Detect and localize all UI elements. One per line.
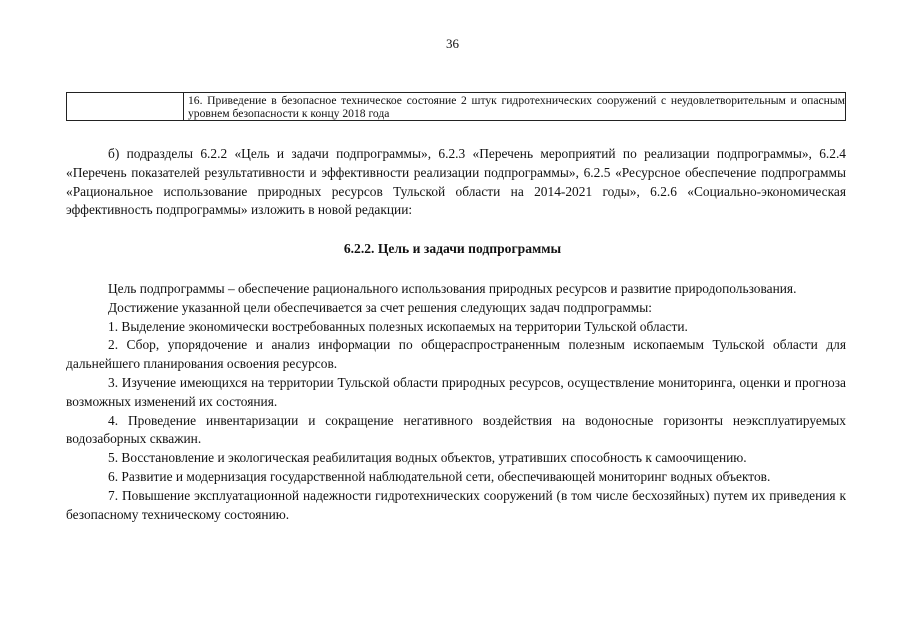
tasks-intro-paragraph: Достижение указанной цели обеспечивается за счет решения следующих задач подпрограммы:: [108, 299, 652, 315]
task-item-5: 5. Восстановление и экологическая реабилитация водных объектов, утративших способность к самоочищению.: [108, 450, 747, 466]
section-body: [66, 280, 846, 524]
table-cell-empty: [67, 93, 184, 120]
table-cell-text: 16. Приведение в безопасное техническое состояние 2 штук гидротехнических сооружений с неудовлетворительным и опасным уровнем безопасности к концу 2018 года: [188, 94, 845, 120]
task-item-1: 1. Выделение экономически востребованных полезных ископаемых на территории Тульской области.: [108, 318, 688, 334]
page-number: 36: [446, 36, 459, 51]
task-item-2: 2. Сбор, упорядочение и анализ информации по общераспространенным полезным ископаемым Тульской области для дальнейшего планирования освоения ресурсов.: [66, 337, 846, 372]
task-item-7: 7. Повышение эксплуатационной надежности гидротехнических сооружений (в том числе бесхозяйных) путем их приведения к безопасному техническому состоянию.: [66, 487, 846, 522]
goal-paragraph: Цель подпрограммы – обеспечение рационального использования природных ресурсов и развитие природопользования.: [108, 281, 797, 296]
table-row: [66, 92, 846, 121]
intro-paragraph: б) подразделы 6.2.2 «Цель и задачи подпрограммы», 6.2.3 «Перечень мероприятий по реализации подпрограммы», 6.2.4 «Перечень показателей результативности и эффективности реализации подпрограммы», 6.2.5 «Ресурсное обеспечение подпрограммы «Рациональное использование природных ресурсов Тульской области на 2014-2021 годы», 6.2.6 «Социально-экономическая эффективность подпрограммы» изложить в новой редакции:: [66, 146, 846, 218]
task-item-3: 3. Изучение имеющихся на территории Тульской области природных ресурсов, осуществление мониторинга, оценки и прогноза возможных изменений их состояния.: [66, 374, 846, 409]
section-heading: 6.2.2. Цель и задачи подпрограммы: [343, 241, 562, 256]
task-item-4: 4. Проведение инвентаризации и сокращение негативного воздействия на водоносные горизонты неэксплуатируемых водозаборных скважин.: [66, 412, 846, 447]
task-item-6: 6. Развитие и модернизация государственной наблюдательной сети, обеспечивающей мониторинг водных объектов.: [108, 468, 771, 484]
